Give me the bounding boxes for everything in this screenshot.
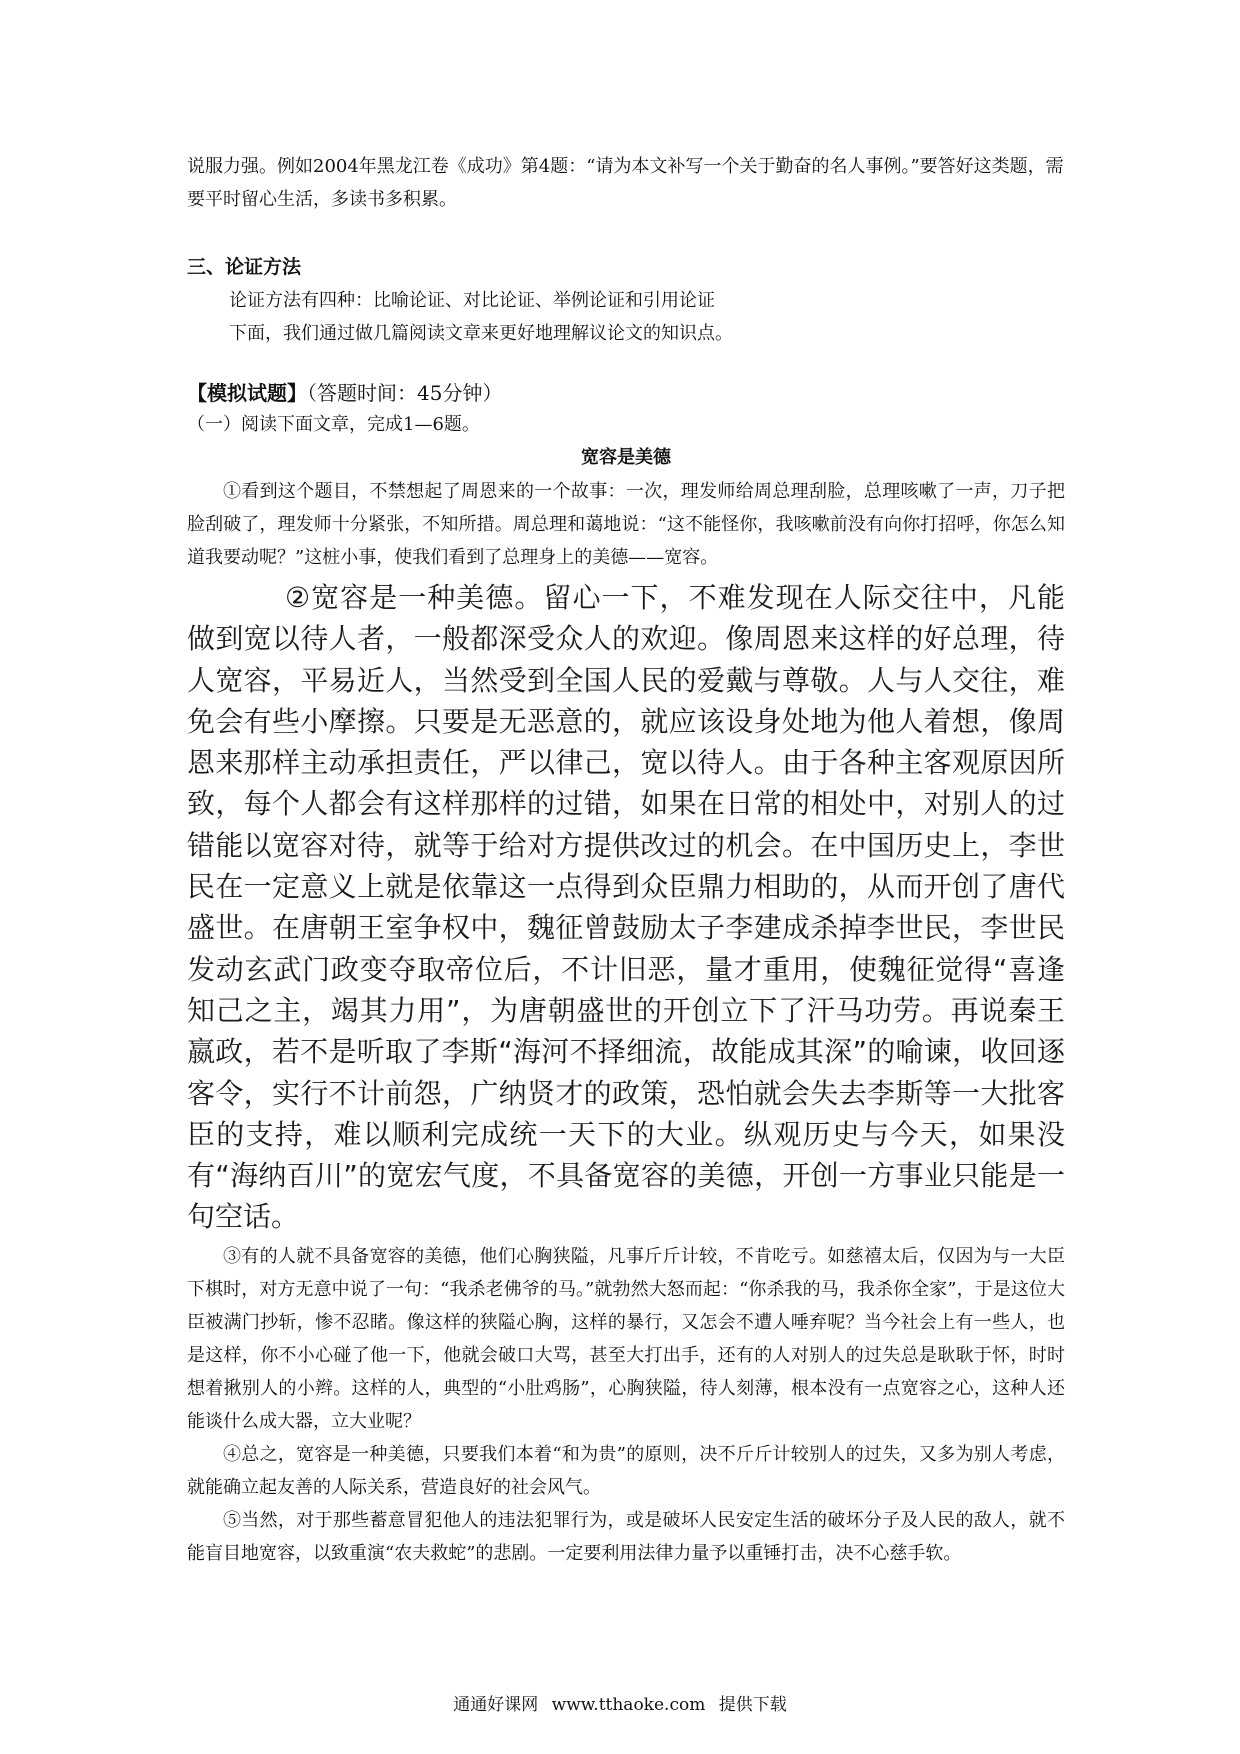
article-title: 宽容是美德 xyxy=(581,447,671,468)
answer-time: （答题时间：45分钟） xyxy=(307,381,503,405)
section-title-argument-methods: 三、论证方法 xyxy=(187,256,302,278)
article-paragraph-4: ④总之，宽容是一种美德，只要我们本着“和为贵”的原则，决不斤斤计较别人的过失，又多为别人考虑，就能确立起友善的人际关系，营造良好的社会风气。 xyxy=(187,1443,1065,1498)
mock-test-label: 【模拟试题】 xyxy=(187,381,307,405)
article-paragraph-1: ①看到这个题目，不禁想起了周恩来的一个故事：一次，理发师给周总理刮脸，总理咳嗽了一声，刀子把脸刮破了，理发师十分紧张，不知所措。周总理和蔼地说：“这不能怪你，我咳嗽前没有向你打招呼，你怎么知道我要动呢？”这桩小事，使我们看到了总理身上的美德——宽容。 xyxy=(187,481,1065,568)
transition-line: 下面，我们通过做几篇阅读文章来更好地理解议论文的知识点。 xyxy=(229,323,733,344)
footer-suffix: 提供下载 xyxy=(718,1695,787,1715)
footer-site-name: 通通好课网 xyxy=(453,1695,539,1715)
page-content xyxy=(187,150,1065,1570)
reading-instruction: （一）阅读下面文章，完成1—6题。 xyxy=(187,414,480,435)
article-paragraph-2: ②宽容是一种美德。留心一下，不难发现在人际交往中，凡能做到宽以待人者，一般都深受众人的欢迎。像周恩来这样的好总理，待人宽容，平易近人，当然受到全国人民的爱戴与尊敬。人与人交往，难免会有些小摩擦。只要是无恶意的，就应该设身处地为他人着想，像周恩来那样主动承担责任，严以律己，宽以待人。由于各种主客观原因所致，每个人都会有这样那样的过错，如果在日常的相处中，对别人的过错能以宽容对待，就等于给对方提供改过的机会。在中国历史上，李世民在一定意义上就是依靠这一点得到众臣鼎力相助的，从而开创了唐代盛世。在唐朝王室争权中，魏征曾鼓励太子李建成杀掉李世民，李世民发动玄武门政变夺取帝位后，不计旧恶，量才重用，使魏征觉得“喜逢知己之主，竭其力用”，为唐朝盛世的开创立下了汗马功劳。再说秦王嬴政，若不是听取了李斯“海河不择细流，故能成其深”的喻谏，收回逐客令，实行不计前怨，广纳贤才的政策，恐怕就会失去李斯等一大批客臣的支持，难以顺利完成统一天下的大业。纵观历史与今天，如果没有“海纳百川”的宽宏气度，不具备宽容的美德，开创一方事业只能是一句空话。 xyxy=(187,581,1065,1234)
mock-test-heading xyxy=(187,376,1065,410)
intro-paragraph: 说服力强。例如2004年黑龙江卷《成功》第4题：“请为本文补写一个关于勤奋的名人事例。”要答好这类题，需要平时留心生活，多读书多积累。 xyxy=(187,156,1064,210)
article-paragraph-3: ③有的人就不具备宽容的美德，他们心胸狭隘，凡事斤斤计较，不肯吃亏。如慈禧太后，仅因为与一大臣下棋时，对方无意中说了一句：“我杀老佛爷的马。”就勃然大怒而起：“你杀我的马，我杀你全家”，于是这位大臣被满门抄斩，惨不忍睹。像这样的狭隘心胸，这样的暴行，又怎会不遭人唾弃呢？当今社会上有一些人，也是这样，你不小心碰了他一下，他就会破口大骂，甚至大打出手，还有的人对别人的过失总是耿耿于怀，时时想着揪别人的小辫。这样的人，典型的“小肚鸡肠”，心胸狭隘，待人刻薄，根本没有一点宽容之心，这种人还能谈什么成大器，立大业呢？ xyxy=(187,1245,1065,1432)
page-footer xyxy=(0,1693,1240,1717)
footer-url: www.tthaoke.com xyxy=(551,1695,706,1715)
article-paragraph-5: ⑤当然，对于那些蓄意冒犯他人的违法犯罪行为，或是破坏人民安定生活的破坏分子及人民的敌人，就不能盲目地宽容，以致重演“农夫救蛇”的悲剧。一定要利用法律力量予以重锤打击，决不心慈手软。 xyxy=(187,1509,1065,1564)
argument-methods-line: 论证方法有四种：比喻论证、对比论证、举例论证和引用论证 xyxy=(229,290,715,311)
